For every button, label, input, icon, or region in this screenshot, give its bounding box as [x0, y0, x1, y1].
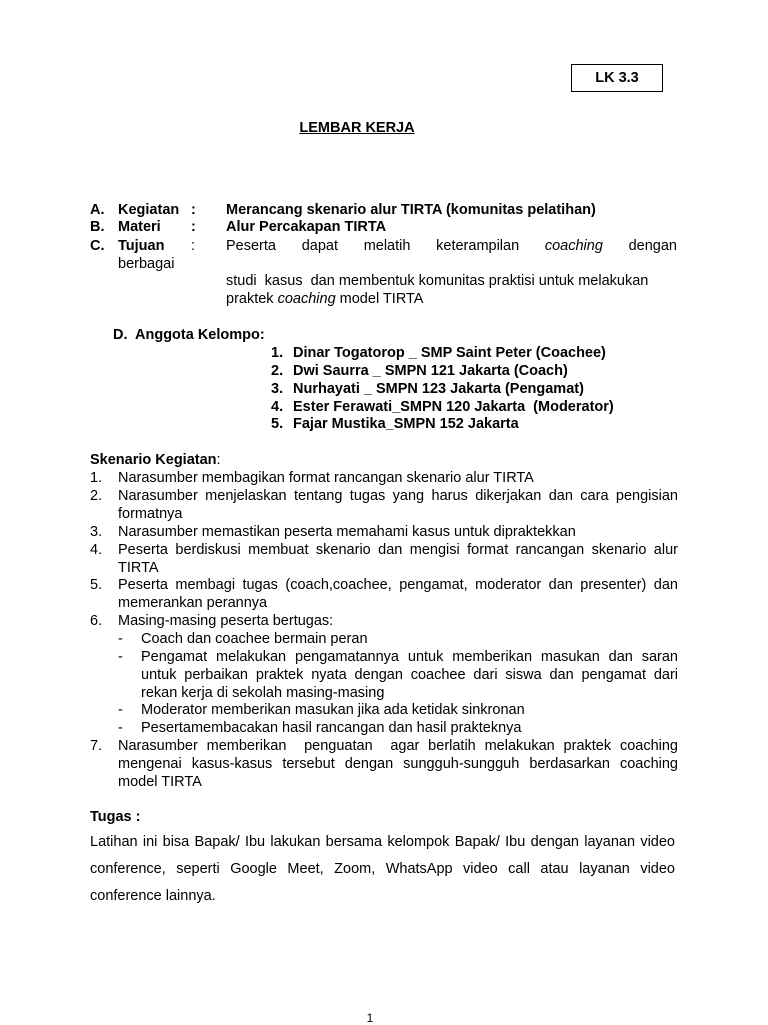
- tujuan-line-2: studi kasus dan membentuk komunitas praktisi untuk melakukan: [226, 273, 649, 289]
- info-value: Merancang skenario alur TIRTA (komunitas pelatihan): [226, 202, 596, 218]
- info-letter: C.: [90, 238, 105, 254]
- info-label: Materi: [118, 219, 161, 235]
- info-letter: A.: [90, 202, 105, 218]
- page-number: 1: [366, 1011, 374, 1025]
- info-colon: :: [191, 202, 196, 218]
- info-label: Tujuan: [118, 238, 165, 254]
- info-label: Kegiatan: [118, 202, 180, 218]
- document-code-box: [571, 64, 663, 92]
- document-title: LEMBAR KERJA: [299, 120, 415, 136]
- document-code: LK 3.3: [595, 70, 639, 86]
- info-colon: :: [191, 219, 196, 235]
- tujuan-line-1: Peserta dapat melatih keterampilan coaching dengan: [226, 238, 677, 254]
- info-letter: B.: [90, 219, 105, 235]
- skenario-heading: Skenario Kegiatan:: [90, 452, 221, 468]
- info-value: Alur Percakapan TIRTA: [226, 219, 387, 235]
- tujuan-label-wrap: berbagai: [118, 256, 175, 272]
- group-heading: D. Anggota Kelompo:: [113, 327, 265, 343]
- tugas-paragraph: Latihan ini bisa Bapak/ Ibu lakukan bersama kelompok Bapak/ Ibu dengan layanan video conference, seperti Google Meet, Zoom, WhatsApp video call atau layanan video conference lainnya.: [90, 834, 675, 904]
- info-colon: :: [191, 238, 196, 254]
- tujuan-line-3: praktek coaching model TIRTA: [226, 291, 424, 307]
- tugas-heading: Tugas :: [90, 809, 141, 825]
